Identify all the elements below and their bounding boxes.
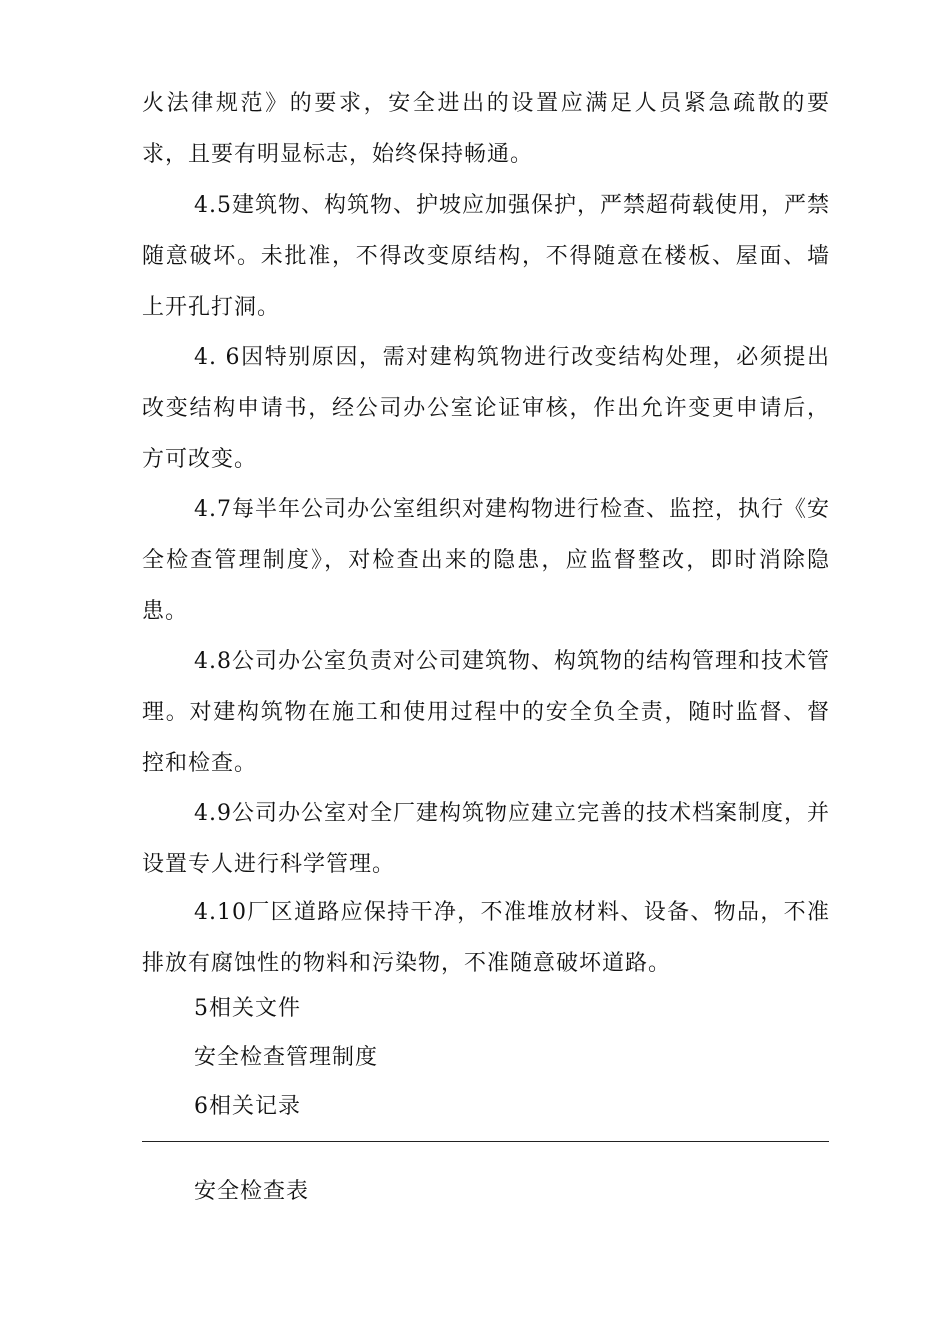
paragraph-fire-regulation: 火法律规范》的要求，安全进出的设置应满足人员紧急疏散的要求，且要有明显标志，始终保持畅通。 — [142, 91, 830, 167]
section-heading-related-records: 6相关记录 — [194, 1094, 301, 1119]
horizontal-divider — [142, 1141, 829, 1142]
paragraph-4-9: 4.9公司办公室对全厂建构筑物应建立完善的技术档案制度，并设置专人进行科学管理。 — [142, 801, 830, 877]
paragraph-4-8: 4.8公司办公室负责对公司建筑物、构筑物的结构管理和技术管理。对建构筑物在施工和使用过程中的安全负全责，随时监督、督控和检查。 — [142, 649, 830, 776]
paragraph-4-6: 4. 6因特别原因，需对建构筑物进行改变结构处理，必须提出改变结构申请书，经公司办公室论证审核，作出允许变更申请后，方可改变。 — [142, 345, 830, 472]
related-file-item: 安全检查管理制度 — [194, 1045, 379, 1070]
paragraph-4-5: 4.5建筑物、构筑物、护坡应加强保护，严禁超荷载使用，严禁随意破坏。未批准，不得改变原结构，不得随意在楼板、屋面、墙上开孔打洞。 — [142, 193, 830, 320]
related-record-item: 安全检查表 — [194, 1179, 310, 1204]
paragraph-4-7: 4.7每半年公司办公室组织对建构物进行检查、监控，执行《安全检查管理制度》，对检查出来的隐患，应监督整改，即时消除隐患。 — [142, 497, 830, 624]
section-heading-related-files: 5相关文件 — [194, 996, 301, 1021]
paragraph-4-10: 4.10厂区道路应保持干净，不准堆放材料、设备、物品，不准排放有腐蚀性的物料和污染物，不准随意破坏道路。 — [142, 900, 830, 976]
